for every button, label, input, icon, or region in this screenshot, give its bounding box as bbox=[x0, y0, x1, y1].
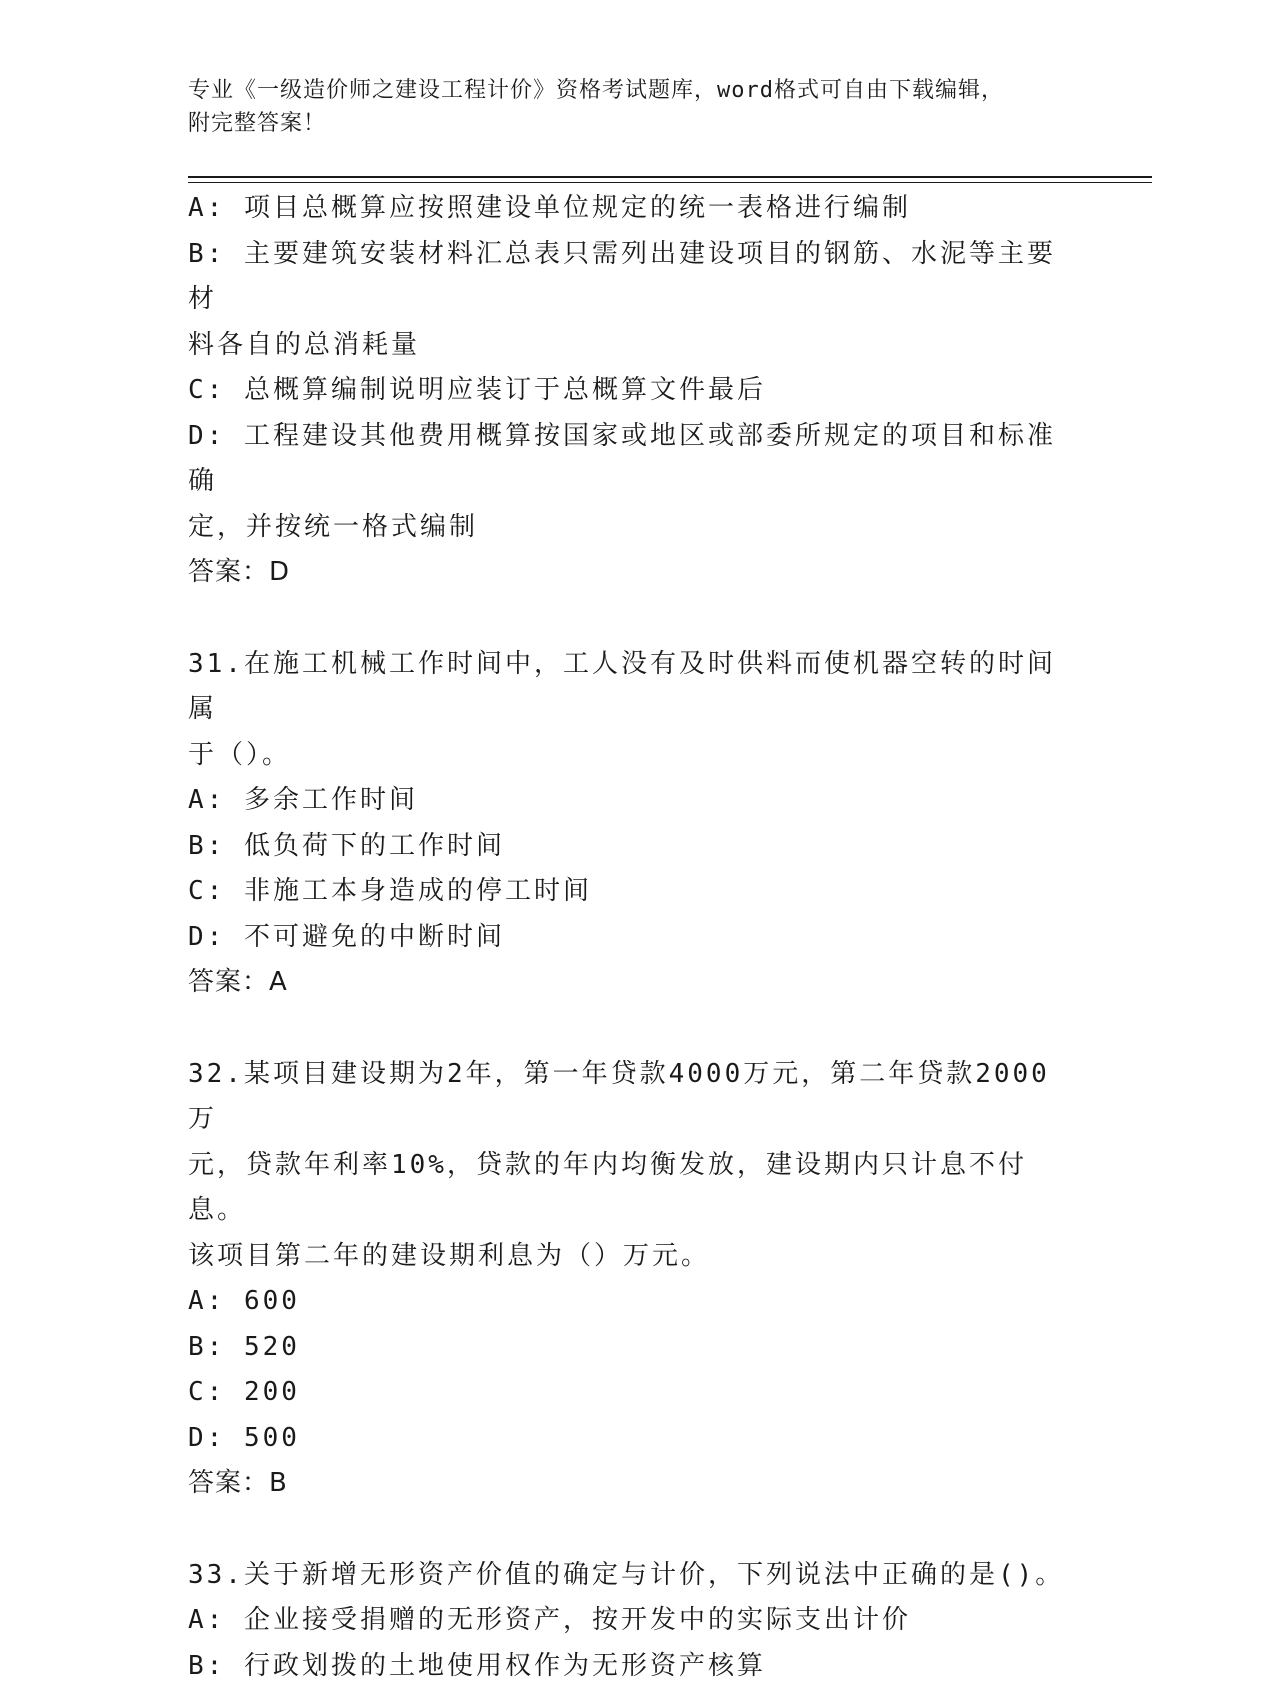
answer-line: 答案：A bbox=[188, 960, 1078, 1006]
question-stem: 于（）。 bbox=[188, 733, 1078, 779]
option-line: C: 总概算编制说明应装订于总概算文件最后 bbox=[188, 368, 1078, 414]
header-line-2: 附完整答案！ bbox=[188, 107, 1088, 140]
header-line-1: 专业《一级造价师之建设工程计价》资格考试题库，word格式可自由下载编辑， bbox=[188, 74, 1088, 107]
option-line: C: 200 bbox=[188, 1370, 1078, 1416]
question-block-33 bbox=[188, 1553, 1078, 1689]
option-line: B: 低负荷下的工作时间 bbox=[188, 824, 1078, 870]
question-block-32 bbox=[188, 1052, 1078, 1507]
option-line: C: 非施工本身造成的停工时间 bbox=[188, 869, 1078, 915]
spacer bbox=[188, 596, 1078, 642]
option-line: A: 多余工作时间 bbox=[188, 778, 1078, 824]
option-line: 料各自的总消耗量 bbox=[188, 323, 1078, 369]
option-line: D: 500 bbox=[188, 1416, 1078, 1462]
option-line: A: 600 bbox=[188, 1279, 1078, 1325]
option-line: A: 项目总概算应按照建设单位规定的统一表格进行编制 bbox=[188, 186, 1078, 232]
question-content bbox=[188, 186, 1078, 1689]
header-divider-thick bbox=[188, 176, 1152, 178]
spacer bbox=[188, 1507, 1078, 1553]
question-block-31 bbox=[188, 642, 1078, 1006]
option-line: D: 工程建设其他费用概算按国家或地区或部委所规定的项目和标准确 bbox=[188, 414, 1078, 505]
question-stem: 32.某项目建设期为2年，第一年贷款4000万元，第二年贷款2000万 bbox=[188, 1052, 1078, 1143]
spacer bbox=[188, 1006, 1078, 1052]
option-line: D: 不可避免的中断时间 bbox=[188, 915, 1078, 961]
option-line: B: 行政划拨的土地使用权作为无形资产核算 bbox=[188, 1644, 1078, 1689]
option-line: A: 企业接受捐赠的无形资产，按开发中的实际支出计价 bbox=[188, 1598, 1078, 1644]
question-block-prev bbox=[188, 186, 1078, 596]
answer-line: 答案：D bbox=[188, 550, 1078, 596]
answer-line: 答案：B bbox=[188, 1461, 1078, 1507]
option-line: 定，并按统一格式编制 bbox=[188, 505, 1078, 551]
question-stem: 该项目第二年的建设期利息为（）万元。 bbox=[188, 1234, 1078, 1280]
question-stem: 元，贷款年利率10%，贷款的年内均衡发放，建设期内只计息不付息。 bbox=[188, 1143, 1078, 1234]
option-line: B: 主要建筑安装材料汇总表只需列出建设项目的钢筋、水泥等主要材 bbox=[188, 232, 1078, 323]
question-stem: 33.关于新增无形资产价值的确定与计价，下列说法中正确的是()。 bbox=[188, 1553, 1078, 1599]
question-stem: 31.在施工机械工作时间中，工人没有及时供料而使机器空转的时间属 bbox=[188, 642, 1078, 733]
option-line: B: 520 bbox=[188, 1325, 1078, 1371]
header-divider-thin bbox=[188, 182, 1152, 183]
document-header bbox=[188, 74, 1088, 140]
